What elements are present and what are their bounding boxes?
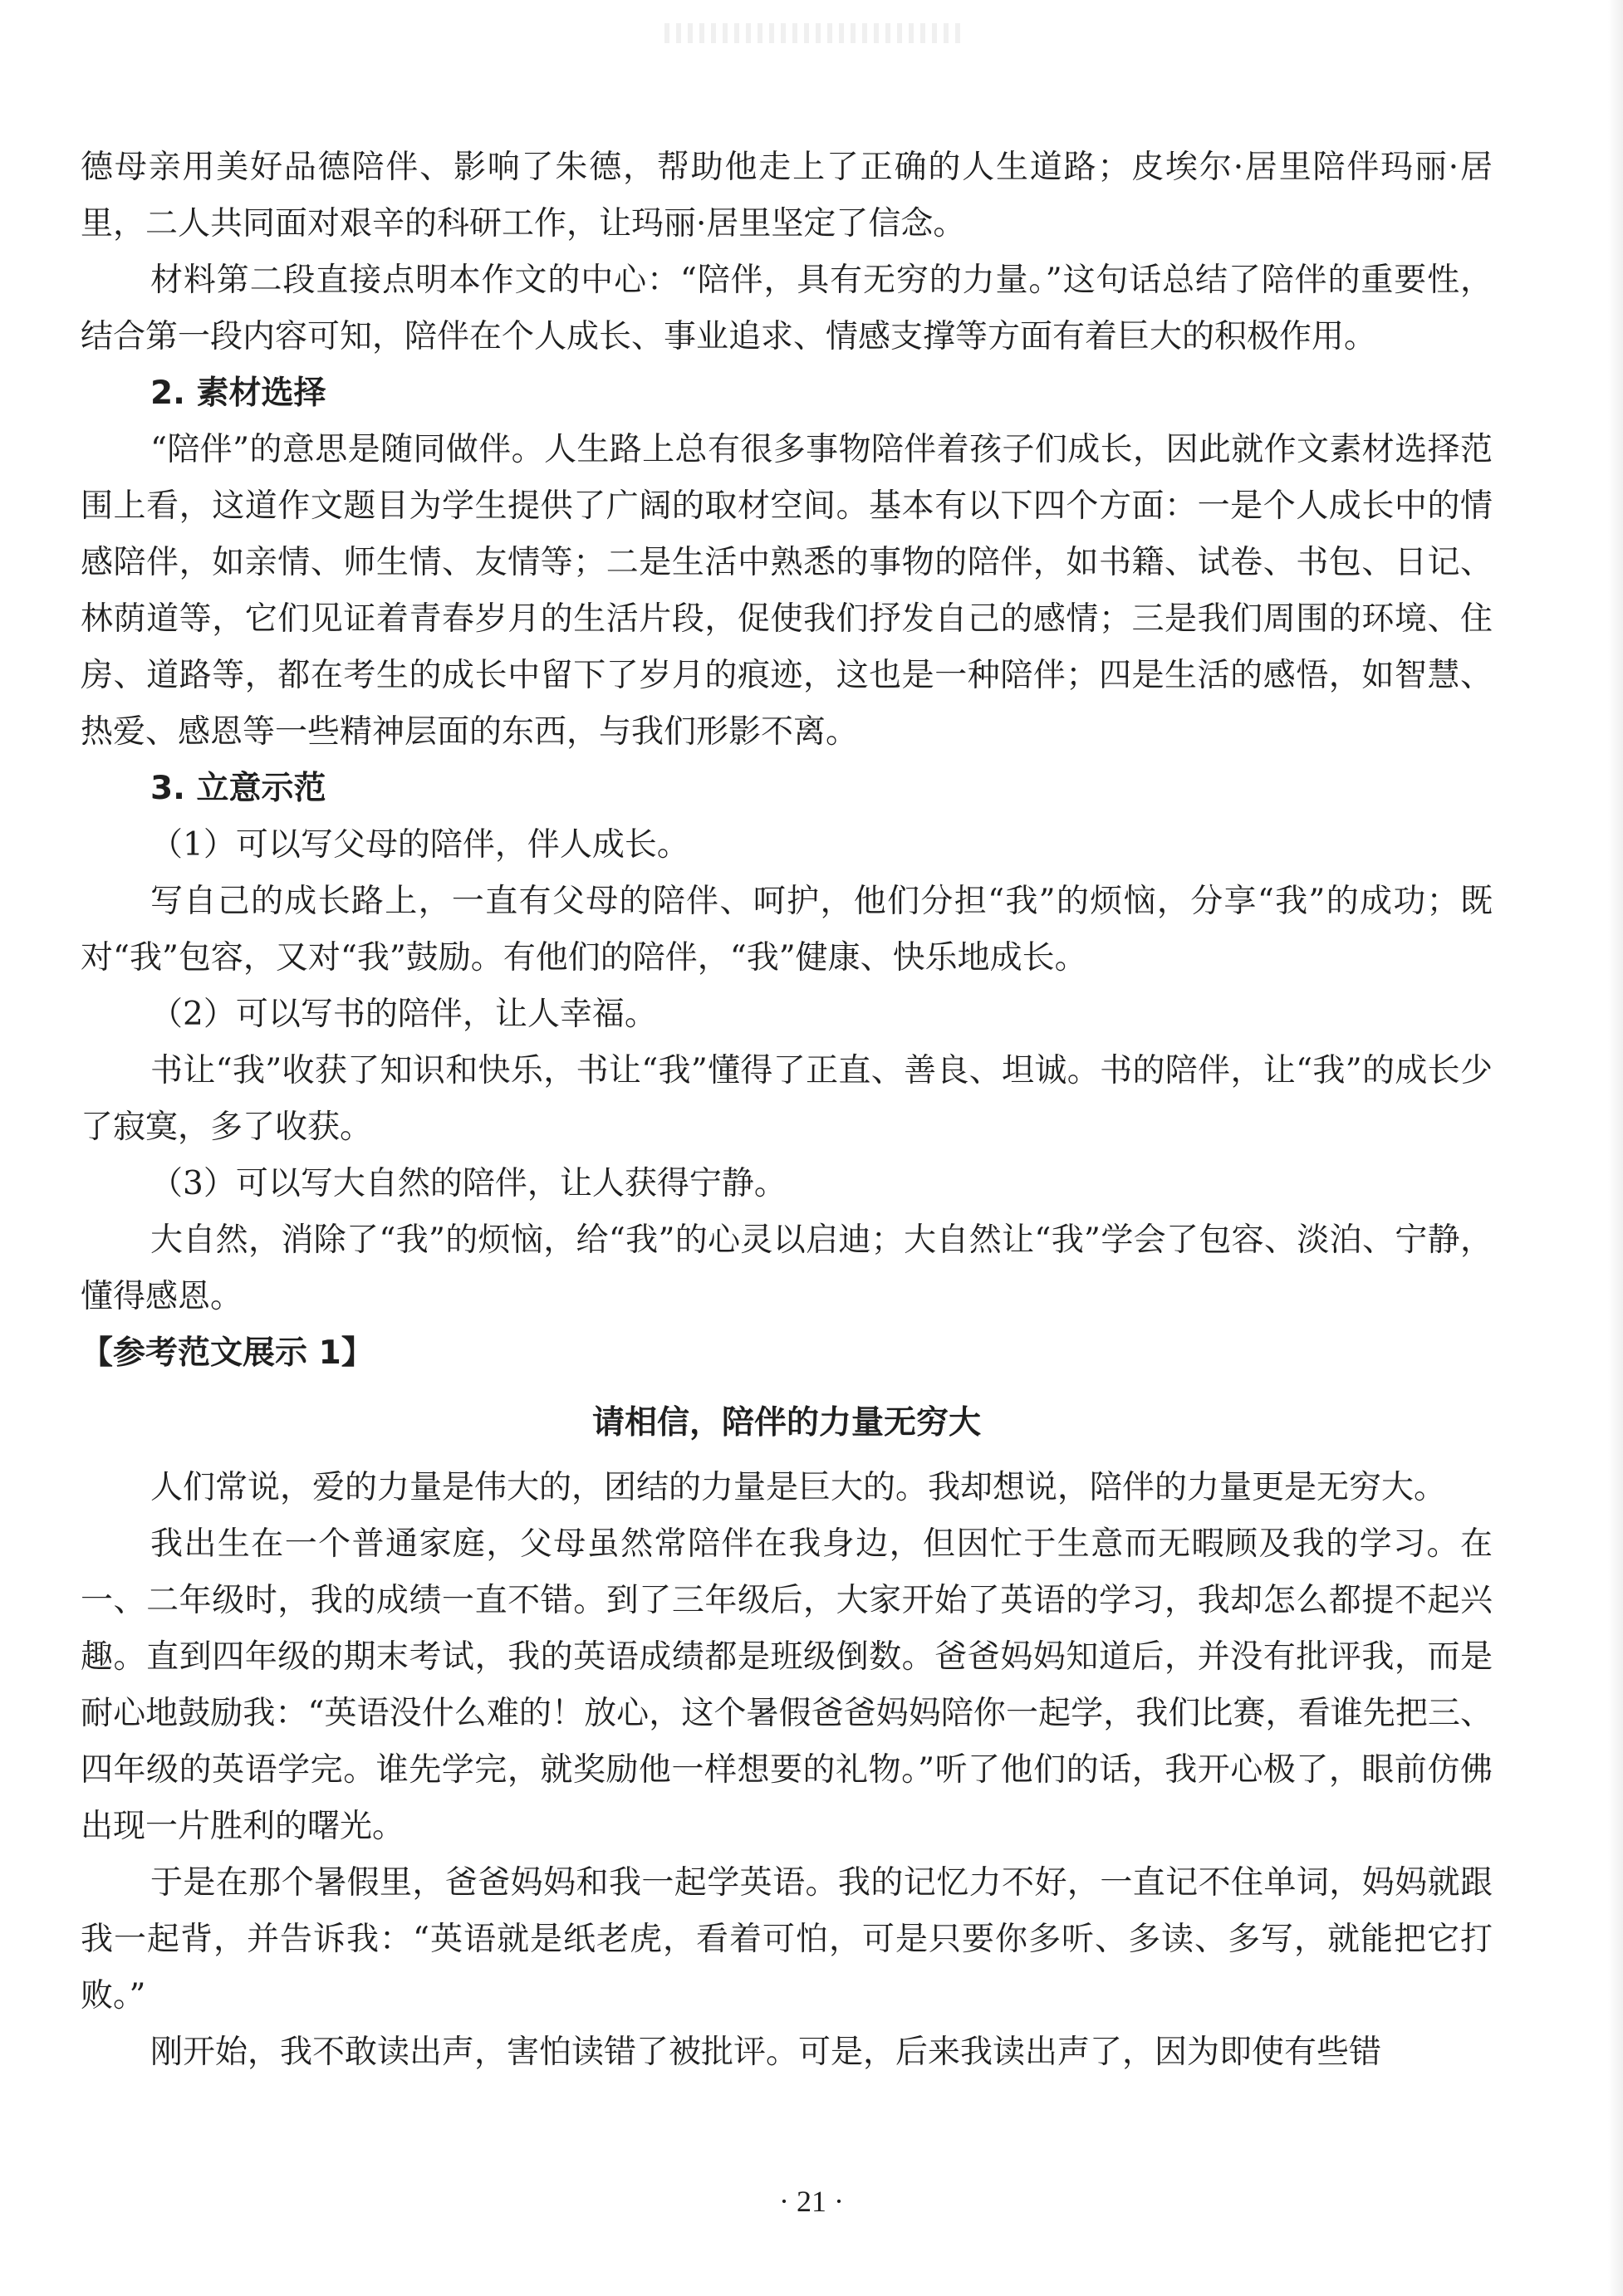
essay-paragraph-4: 刚开始，我不敢读出声，害怕读错了被批评。可是，后来我读出声了，因为即使有些错 [150,2034,1382,2071]
essay-paragraph-2: 我出生在一个普通家庭，父母虽然常陪伴在我身边，但因忙于生意而无暇顾及我的学习。在一、二年级时，我的成绩一直不错。到了三年级后，大家开始了英语的学习，我却怎么都提不起兴趣。直到四年级的期末考试，我的英语成绩都是班级倒数。爸爸妈妈知道后，并没有批评我，而是耐心地鼓励我：“英语没什么难的！放心，这个暑假爸爸妈妈陪你一起学，我们比赛，看谁先把三、四年级的英语学完。谁先学完，就奖励他一样想要的礼物。”听了他们的话，我开心极了，眼前仿佛出现一片胜利的曙光。 [81,1525,1493,1845]
sample-essay-label: 【参考范文展示 1】 [81,1334,374,1372]
theme-item-title-3: （3）可以写大自然的陪伴，让人获得宁静。 [150,1165,787,1202]
theme-item-body-2: 书让“我”收获了知识和快乐，书让“我”懂得了正直、善良、坦诚。书的陪伴，让“我”的成长少了寂寞，多了收获。 [81,1052,1493,1146]
scan-smudge [664,23,964,43]
page-content [81,140,1493,2081]
continuation-paragraph-2: 材料第二段直接点明本作文的中心：“陪伴，具有无穷的力量。”这句话总结了陪伴的重要性，结合第一段内容可知，陪伴在个人成长、事业追求、情感支撑等方面有着巨大的积极作用。 [81,262,1493,355]
section-body-materials: “陪伴”的意思是随同做伴。人生路上总有很多事物陪伴着孩子们成长，因此就作文素材选择范围上看，这道作文题目为学生提供了广阔的取材空间。基本有以下四个方面：一是个人成长中的情感陪伴，如亲情、师生情、友情等；二是生活中熟悉的事物的陪伴，如书籍、试卷、书包、日记、林荫道等，它们见证着青春岁月的生活片段，促使我们抒发自己的感情；三是我们周围的环境、住房、道路等，都在考生的成长中留下了岁月的痕迹，这也是一种陪伴；四是生活的感悟，如智慧、热爱、感恩等一些精神层面的东西，与我们形影不离。 [81,431,1493,751]
essay-paragraph-3: 于是在那个暑假里，爸爸妈妈和我一起学英语。我的记忆力不好，一直记不住单词，妈妈就跟我一起背，并告诉我：“英语就是纸老虎，看着可怕，可是只要你多听、多读、多写，就能把它打败。” [81,1864,1493,2015]
page-edge-shadow [1608,0,1623,2296]
continuation-paragraph-1: 德母亲用美好品德陪伴、影响了朱德，帮助他走上了正确的人生道路；皮埃尔·居里陪伴玛丽·居里，二人共同面对艰辛的科研工作，让玛丽·居里坚定了信念。 [81,149,1493,242]
theme-item-body-1: 写自己的成长路上，一直有父母的陪伴、呵护，他们分担“我”的烦恼，分享“我”的成功；既对“我”包容，又对“我”鼓励。有他们的陪伴，“我”健康、快乐地成长。 [81,883,1493,977]
page-number: · 21 · [779,2185,844,2218]
theme-item-title-1: （1）可以写父母的陪伴，伴人成长。 [150,826,689,864]
section-heading-theme: 3. 立意示范 [150,770,326,807]
theme-item-body-3: 大自然，消除了“我”的烦恼，给“我”的心灵以启迪；大自然让“我”学会了包容、淡泊、宁静，懂得感恩。 [81,1221,1493,1315]
sample-essay-title: 请相信，陪伴的力量无穷大 [591,1404,981,1442]
essay-paragraph-1: 人们常说，爱的力量是伟大的，团结的力量是巨大的。我却想说，陪伴的力量更是无穷大。 [150,1469,1447,1506]
section-heading-materials: 2. 素材选择 [150,375,326,412]
theme-item-title-2: （2）可以写书的陪伴，让人幸福。 [150,996,657,1033]
